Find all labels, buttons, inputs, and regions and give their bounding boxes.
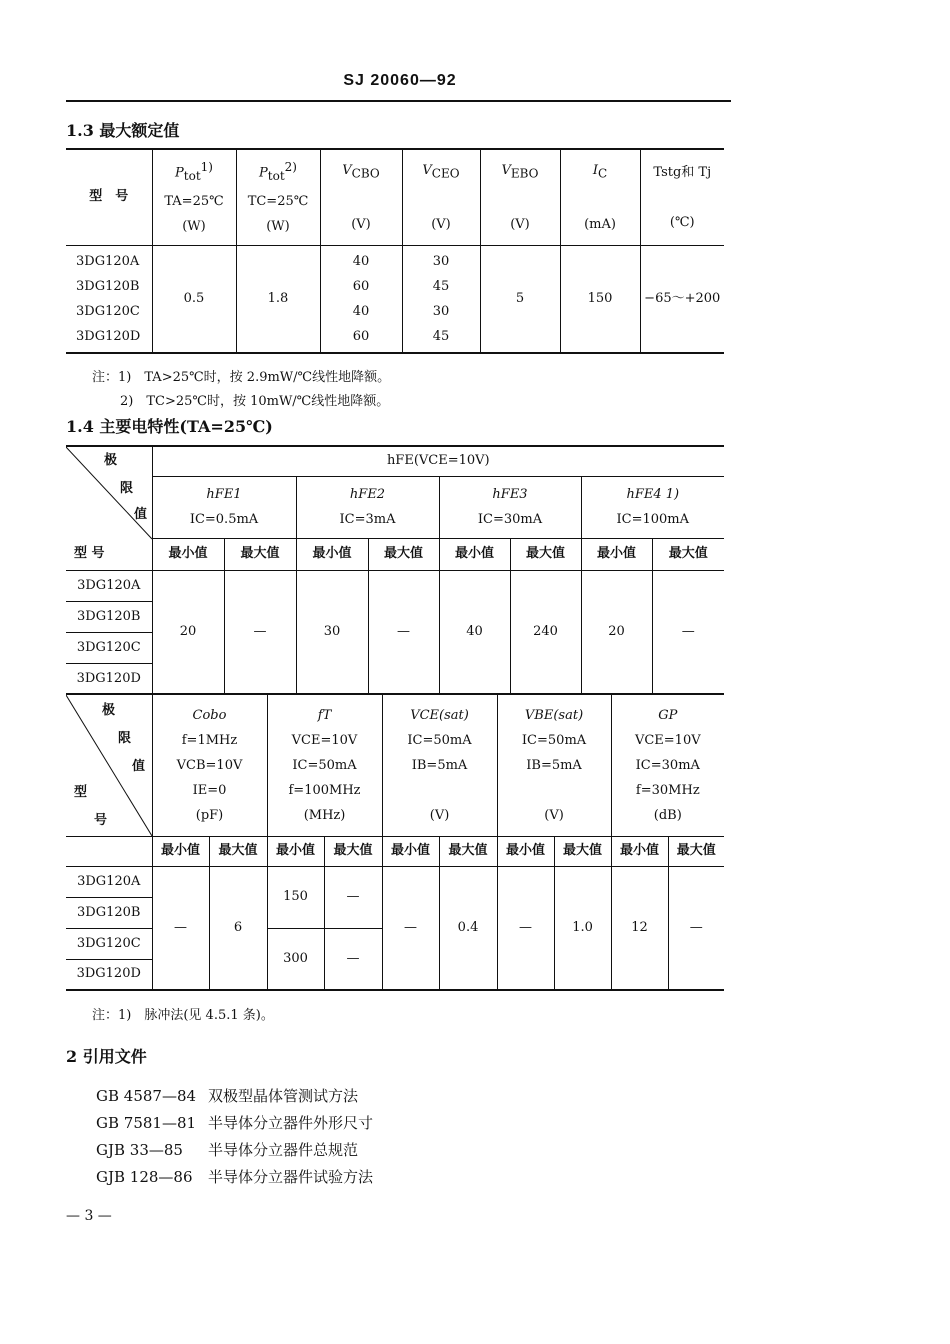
ptot1-symbol: P [175,165,184,181]
diag-label-model-1: 型 [74,785,88,800]
col-ptot1 [152,149,236,245]
hfe4-group [581,476,724,538]
ref-code: GB 4587—84 [96,1087,197,1105]
vcesat-cond-1: IC=50mA [407,732,472,748]
hfe-diagonal-header [66,446,152,538]
col-vceo [402,149,480,245]
hfe1-name: hFE1 [206,487,242,502]
model-c: 3DG120C [76,303,140,319]
model-d: 3DG120D [66,959,152,990]
vcbo-unit: (V) [351,216,371,232]
ptot1-value: 0.5 [152,245,236,353]
col-ic [560,149,640,245]
cobo-cond-1: f=1MHz [181,732,238,748]
vcbo-d: 60 [352,328,370,344]
cobo-cond-2: VCB=10V [176,757,243,773]
ptot1-cond: TA=25℃ [164,194,224,210]
model-b: 3DG120B [66,601,152,632]
ref-title: 双极型晶体管测试方法 [208,1087,359,1105]
max-label: 最大值 [652,538,724,570]
vcesat-max: 0.4 [439,866,497,990]
min-label: 最小值 [382,836,439,866]
ref-code: GB 7581—81 [96,1114,197,1132]
model-d: 3DG120D [76,328,141,344]
reference-item [96,1164,373,1191]
gp-max: — [668,866,724,990]
vcesat-cond-2: IB=5mA [411,757,468,773]
reference-item [96,1110,373,1137]
vcbo-values [320,245,402,353]
gp-cond-3: f=30MHz [635,782,700,798]
ref-code: GJB 33—85 [96,1141,183,1159]
hfe3-max: 240 [510,570,581,694]
model-a: 3DG120A [76,253,140,269]
ft-name: fT [317,707,332,723]
vcbo-sub: CBO [351,166,380,181]
min-label: 最小值 [152,538,224,570]
gp-min: 12 [611,866,668,990]
vebo-sub: EBO [510,166,539,181]
vbesat-cond-2: IB=5mA [526,757,582,773]
diag-label-top: 极 [104,453,118,468]
ptot2-symbol: P [259,165,268,181]
vebo-unit: (V) [510,216,530,232]
ft-cond-1: VCE=10V [291,732,358,748]
ft-min-ab: 150 [267,866,324,928]
diag-label-top: 极 [102,703,116,718]
ptot2-sup: 2) [284,160,297,175]
model-header: 型 号 [66,149,152,245]
min-label: 最小值 [611,836,668,866]
hfe4-max: — [652,570,724,694]
diag-label-mid: 限 [120,481,134,496]
temp-value: −65～+200 [640,245,724,353]
cobo-max: 6 [209,866,267,990]
gp-cond-2: IC=30mA [635,757,700,773]
hfe3-min: 40 [439,570,510,694]
vceo-b: 45 [432,278,450,294]
col-temp [640,149,724,245]
note-2: 2) TC>25℃时，按 10mW/℃线性地降额。 [120,394,390,409]
ptot2-sub: tot [267,169,285,184]
blank-cell [66,836,152,866]
max-label: 最大值 [224,538,296,570]
diag-label-right: 值 [134,507,148,522]
vcesat-unit: (V) [429,807,450,823]
ptot1-sub: tot [183,169,201,184]
min-label: 最小值 [439,538,510,570]
vbesat-cond-1: IC=50mA [521,732,587,748]
hfe2-cond: IC=3mA [339,512,396,527]
vcbo-c: 40 [352,303,370,319]
gp-cond-1: VCE=10V [634,732,701,748]
ref-title: 半导体分立器件试验方法 [208,1168,374,1186]
hfe2-group [296,476,439,538]
col-ptot2 [236,149,320,245]
ic-symbol: I [592,162,598,178]
vebo-value: 5 [480,245,560,353]
hfe4-cond: IC=100mA [616,512,690,527]
temp-symbol: Tstg和 Tj [653,164,712,180]
gp-header [611,694,724,836]
diag-label-right: 值 [132,759,146,774]
vcbo-b: 60 [352,278,370,294]
max-label: 最大值 [368,538,439,570]
vcesat-name: VCE(sat) [410,707,469,723]
model-b: 3DG120B [76,278,140,294]
vebo-symbol: V [501,162,511,178]
vceo-unit: (V) [431,216,451,232]
header-rule [66,100,731,102]
cobo-unit: (pF) [195,807,224,823]
ic-unit: (mA) [584,216,616,232]
gp-name: GP [658,707,678,723]
ref-code: GJB 128—86 [96,1168,193,1186]
model-c: 3DG120C [66,928,152,959]
page-number: — 3 — [66,1208,112,1224]
hfe3-name: hFE3 [492,487,528,502]
pulse-note: 注：1) 脉冲法(见 4.5.1 条)。 [92,1008,274,1023]
hfe4-name: hFE4 1) [626,487,680,502]
ref-title: 半导体分立器件总规范 [208,1141,359,1159]
model-list [66,245,152,353]
cobo-name: Cobo [192,707,227,723]
ft-max-cd: — [324,928,382,990]
model-label: 型 号 [66,538,152,570]
ft-header [267,694,382,836]
min-label: 最小值 [581,538,652,570]
model-d: 3DG120D [66,663,152,694]
cobo-cond-3: IE=0 [192,782,227,798]
max-label: 最大值 [209,836,267,866]
model-b: 3DG120B [66,897,152,928]
hfe2-max: — [368,570,439,694]
vbesat-max: 1.0 [554,866,611,990]
ic-sub: C [597,166,608,181]
reference-item [96,1083,373,1110]
ft-unit: (MHz) [303,807,346,823]
electrical-characteristics-table [66,693,724,991]
model-c: 3DG120C [66,632,152,663]
hfe1-cond: IC=0.5mA [189,512,259,527]
hfe3-cond: IC=30mA [477,512,543,527]
cobo-min: — [152,866,209,990]
model-a: 3DG120A [66,570,152,601]
max-label: 最大值 [439,836,497,866]
params-diagonal-header [66,694,152,836]
ft-min-cd: 300 [267,928,324,990]
max-label: 最大值 [668,836,724,866]
document-number: SJ 20060—92 [343,72,457,89]
vceo-c: 30 [432,303,450,319]
ptot1-unit: (W) [182,219,206,235]
max-ratings-table [66,148,724,354]
max-label: 最大值 [324,836,382,866]
vceo-symbol: V [422,162,432,178]
vcbo-a: 40 [352,253,370,269]
section-1-3-title: 1.3 最大额定值 [66,121,180,140]
note-1: 注：1) TA>25℃时，按 2.9mW/℃线性地降额。 [92,370,391,385]
vbesat-name: VBE(sat) [524,707,584,723]
vceo-values [402,245,480,353]
cobo-header [152,694,267,836]
min-label: 最小值 [267,836,324,866]
col-vebo [480,149,560,245]
ptot2-unit: (W) [266,219,290,235]
max-label: 最大值 [554,836,611,866]
ft-max-ab: — [324,866,382,928]
vcbo-symbol: V [342,162,352,178]
min-label: 最小值 [152,836,209,866]
section-1-4-title: 1.4 主要电特性(TA=25℃) [66,417,273,436]
model-a: 3DG120A [66,866,152,897]
hfe3-group [439,476,581,538]
hfe2-min: 30 [296,570,368,694]
ref-title: 半导体分立器件外形尺寸 [208,1114,374,1132]
min-label: 最小值 [296,538,368,570]
vbesat-min: — [497,866,554,990]
ic-value: 150 [560,245,640,353]
ptot2-cond: TC=25℃ [247,194,309,210]
vceo-d: 45 [432,328,450,344]
hfe-table [66,445,724,695]
vcesat-header [382,694,497,836]
ft-cond-2: IC=50mA [292,757,357,773]
hfe1-group [152,476,296,538]
reference-list [96,1083,373,1191]
ptot2-value: 1.8 [236,245,320,353]
ptot1-sup: 1) [200,160,213,175]
hfe4-min: 20 [581,570,652,694]
max-label: 最大值 [510,538,581,570]
hfe2-name: hFE2 [349,487,386,502]
vceo-a: 30 [432,253,450,269]
gp-unit: (dB) [653,807,682,823]
diag-label-model-2: 号 [94,813,108,828]
vceo-sub: CEO [431,166,460,181]
hfe-header: hFE(VCE=10V) [152,446,724,476]
vbesat-unit: (V) [544,807,564,823]
reference-item [96,1137,373,1164]
diag-label-mid: 限 [118,731,132,746]
section-2-title: 2 引用文件 [66,1047,147,1066]
col-vcbo [320,149,402,245]
min-label: 最小值 [497,836,554,866]
ft-cond-3: f=100MHz [288,782,361,798]
temp-unit: (℃) [669,214,695,230]
vcesat-min: — [382,866,439,990]
hfe1-min: 20 [152,570,224,694]
vbesat-header [497,694,611,836]
hfe1-max: — [224,570,296,694]
